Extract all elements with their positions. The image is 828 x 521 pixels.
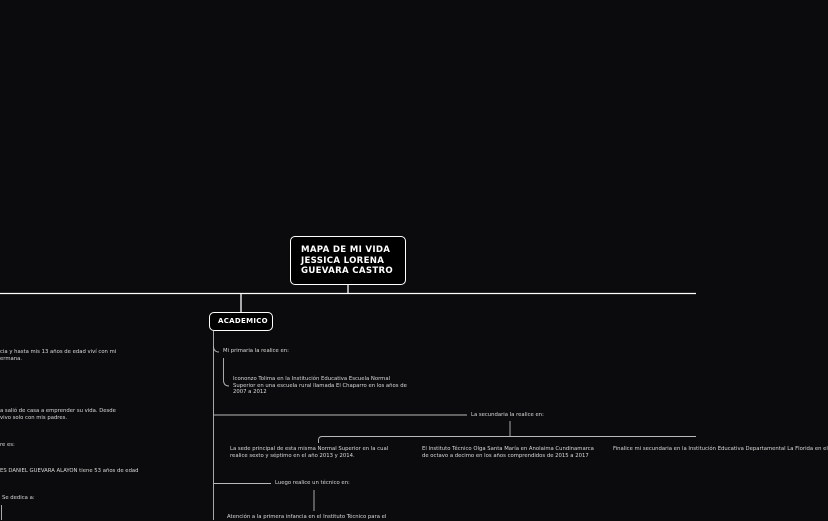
secundaria-branch [319, 437, 697, 444]
root-title-line-2: JESSICA LORENA [301, 255, 385, 266]
secundaria-item-2[interactable]: El Instituto Técnico Olga Santa María en Anolaima Cundinamarca de octavo a decimo en los años comprendidos de 2015 a 2017 [422, 446, 594, 459]
family-item-5[interactable]: Se dedica a: [2, 495, 35, 501]
family-item-4[interactable]: ES DANIEL GUEVARA ALAYON tiene 53 años de edad [0, 468, 139, 474]
secundaria-label[interactable]: La secundaria la realice en: [471, 412, 544, 418]
primaria-label[interactable]: Mi primaria la realice en: [223, 348, 289, 354]
secundaria-item-3[interactable]: Finalice mi secundaria en la Institución Educativa Departamental La Florida en el [613, 446, 828, 452]
connector-primaria-detail [224, 358, 230, 386]
family-item-2[interactable]: a salió de casa a emprender su vida. Desde vivo solo con mis padres. [0, 408, 116, 421]
secundaria-item-1[interactable]: La sede principal de esta misma Normal Superior en la cual realice sexto y séptimo en el año 2013 y 2014. [230, 446, 389, 459]
root-node[interactable] [290, 236, 406, 285]
family-item-1[interactable]: cia y hasta mis 13 años de edad viví con mi ermana. [0, 349, 117, 362]
primaria-detail[interactable]: Icononzo Tolima en la Institución Educativa Escuela Normal Superior en una escuela rural llamada El Chaparro en los años de 2007 a 2012 [233, 376, 407, 396]
tecnico-label[interactable]: Luego realice un técnico en: [275, 480, 350, 486]
tecnico-detail[interactable]: Atención a la primera infancia en el Instituto Técnico para el [227, 514, 387, 520]
academico-node[interactable]: ACADEMICO [209, 312, 273, 331]
family-item-3[interactable]: re es: [0, 442, 15, 448]
connector-primaria [214, 346, 220, 352]
root-title-line-1: MAPA DE MI VIDA [301, 245, 391, 255]
root-title-line-3: GUEVARA CASTRO [301, 266, 394, 276]
